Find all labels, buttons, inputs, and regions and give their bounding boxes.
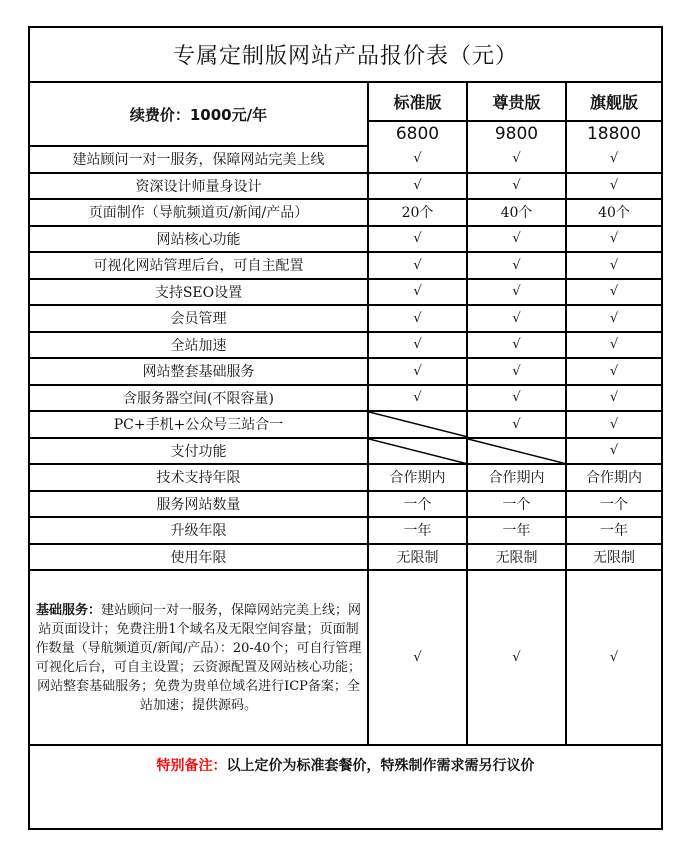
feature-row — [30, 411, 661, 438]
check-icon: √ — [467, 252, 566, 279]
not-included-diagonal — [368, 411, 467, 438]
feature-value: 40个 — [566, 199, 661, 226]
feature-value: 一个 — [566, 491, 661, 518]
feature-row — [30, 332, 661, 359]
feature-value: 一年 — [467, 517, 566, 544]
check-icon: √ — [566, 252, 661, 279]
feature-row — [30, 385, 661, 412]
feature-row — [30, 358, 661, 385]
check-icon: √ — [467, 358, 566, 385]
plan-name-standard: 标准版 — [368, 82, 467, 121]
check-icon: √ — [368, 252, 467, 279]
check-icon: √ — [368, 279, 467, 306]
check-icon: √ — [566, 570, 661, 745]
feature-label: 含服务器空间(不限容量) — [30, 385, 368, 412]
page-title: 专属定制版网站产品报价表（元） — [30, 28, 661, 82]
feature-label: 建站顾问一对一服务，保障网站完美上线 — [30, 146, 368, 173]
feature-value: 一个 — [368, 491, 467, 518]
price-table-sheet — [28, 26, 663, 830]
feature-row — [30, 252, 661, 279]
plan-name-premium: 尊贵版 — [467, 82, 566, 121]
feature-row — [30, 464, 661, 491]
check-icon: √ — [368, 226, 467, 253]
feature-label: PC+手机+公众号三站合一 — [30, 411, 368, 438]
note-row — [30, 745, 661, 783]
check-icon: √ — [566, 226, 661, 253]
plan-name-flagship: 旗舰版 — [566, 82, 661, 121]
feature-label: 网站核心功能 — [30, 226, 368, 253]
special-note-label: 特别备注： — [156, 757, 227, 774]
feature-value: 40个 — [467, 199, 566, 226]
feature-label: 技术支持年限 — [30, 464, 368, 491]
feature-row — [30, 146, 661, 173]
feature-label: 资深设计师量身设计 — [30, 173, 368, 200]
plan-name-row — [30, 82, 661, 121]
check-icon: √ — [368, 305, 467, 332]
check-icon: √ — [368, 385, 467, 412]
plan-price-standard: 6800 — [368, 121, 467, 146]
check-icon: √ — [467, 570, 566, 745]
title-row — [30, 28, 661, 82]
check-icon: √ — [566, 173, 661, 200]
feature-row — [30, 279, 661, 306]
feature-value: 合作期内 — [566, 464, 661, 491]
feature-value: 一个 — [467, 491, 566, 518]
feature-value: 无限制 — [566, 544, 661, 571]
special-note — [30, 745, 661, 783]
check-icon: √ — [368, 146, 467, 173]
feature-label: 使用年限 — [30, 544, 368, 571]
feature-row — [30, 226, 661, 253]
basic-services-row — [30, 570, 661, 745]
check-icon: √ — [467, 411, 566, 438]
feature-label: 会员管理 — [30, 305, 368, 332]
check-icon: √ — [368, 570, 467, 745]
check-icon: √ — [566, 146, 661, 173]
check-icon: √ — [467, 332, 566, 359]
check-icon: √ — [368, 173, 467, 200]
not-included-diagonal — [368, 438, 467, 465]
feature-label: 可视化网站管理后台，可自主配置 — [30, 252, 368, 279]
feature-row — [30, 305, 661, 332]
check-icon: √ — [566, 358, 661, 385]
not-included-diagonal — [467, 438, 566, 465]
check-icon: √ — [566, 305, 661, 332]
check-icon: √ — [467, 385, 566, 412]
feature-row — [30, 173, 661, 200]
renewal-price: 续费价：1000元/年 — [30, 82, 368, 146]
price-table — [30, 28, 661, 783]
feature-row — [30, 544, 661, 571]
plan-price-premium: 9800 — [467, 121, 566, 146]
check-icon: √ — [566, 279, 661, 306]
check-icon: √ — [467, 226, 566, 253]
feature-row — [30, 491, 661, 518]
feature-label: 升级年限 — [30, 517, 368, 544]
check-icon: √ — [566, 385, 661, 412]
feature-label: 网站整套基础服务 — [30, 358, 368, 385]
diagonal-line-icon — [369, 439, 466, 464]
feature-row — [30, 438, 661, 465]
check-icon: √ — [566, 438, 661, 465]
feature-label: 页面制作（导航频道页/新闻/产品） — [30, 199, 368, 226]
check-icon: √ — [467, 173, 566, 200]
feature-label: 支持SEO设置 — [30, 279, 368, 306]
plan-price-flagship: 18800 — [566, 121, 661, 146]
feature-row — [30, 199, 661, 226]
check-icon: √ — [566, 332, 661, 359]
feature-value: 合作期内 — [467, 464, 566, 491]
feature-value: 无限制 — [467, 544, 566, 571]
feature-value: 一年 — [368, 517, 467, 544]
feature-value: 一年 — [566, 517, 661, 544]
feature-label: 服务网站数量 — [30, 491, 368, 518]
basic-services-heading: 基础服务： — [35, 602, 101, 618]
basic-services-text: 建站顾问一对一服务，保障网站完美上线；网站页面设计；免费注册1个域名及无限空间容量；页面制作数量（导航频道页/新闻/产品）：20-40个；可自行管理可视化后台，可自主设置；云资源配置及网站核心功能；网站整套基础服务；免费为贵单位域名进行ICP备案；全站加速；提供源码。 — [35, 602, 362, 713]
check-icon: √ — [467, 146, 566, 173]
feature-value: 合作期内 — [368, 464, 467, 491]
check-icon: √ — [368, 332, 467, 359]
feature-label: 支付功能 — [30, 438, 368, 465]
special-note-text: 以上定价为标准套餐价，特殊制作需求需另行议价 — [226, 757, 535, 774]
check-icon: √ — [368, 358, 467, 385]
feature-label: 全站加速 — [30, 332, 368, 359]
check-icon: √ — [566, 411, 661, 438]
basic-services-description — [30, 570, 368, 745]
feature-row — [30, 517, 661, 544]
diagonal-line-icon — [369, 412, 466, 437]
diagonal-line-icon — [468, 439, 565, 464]
check-icon: √ — [467, 305, 566, 332]
feature-value: 20个 — [368, 199, 467, 226]
check-icon: √ — [467, 279, 566, 306]
feature-value: 无限制 — [368, 544, 467, 571]
